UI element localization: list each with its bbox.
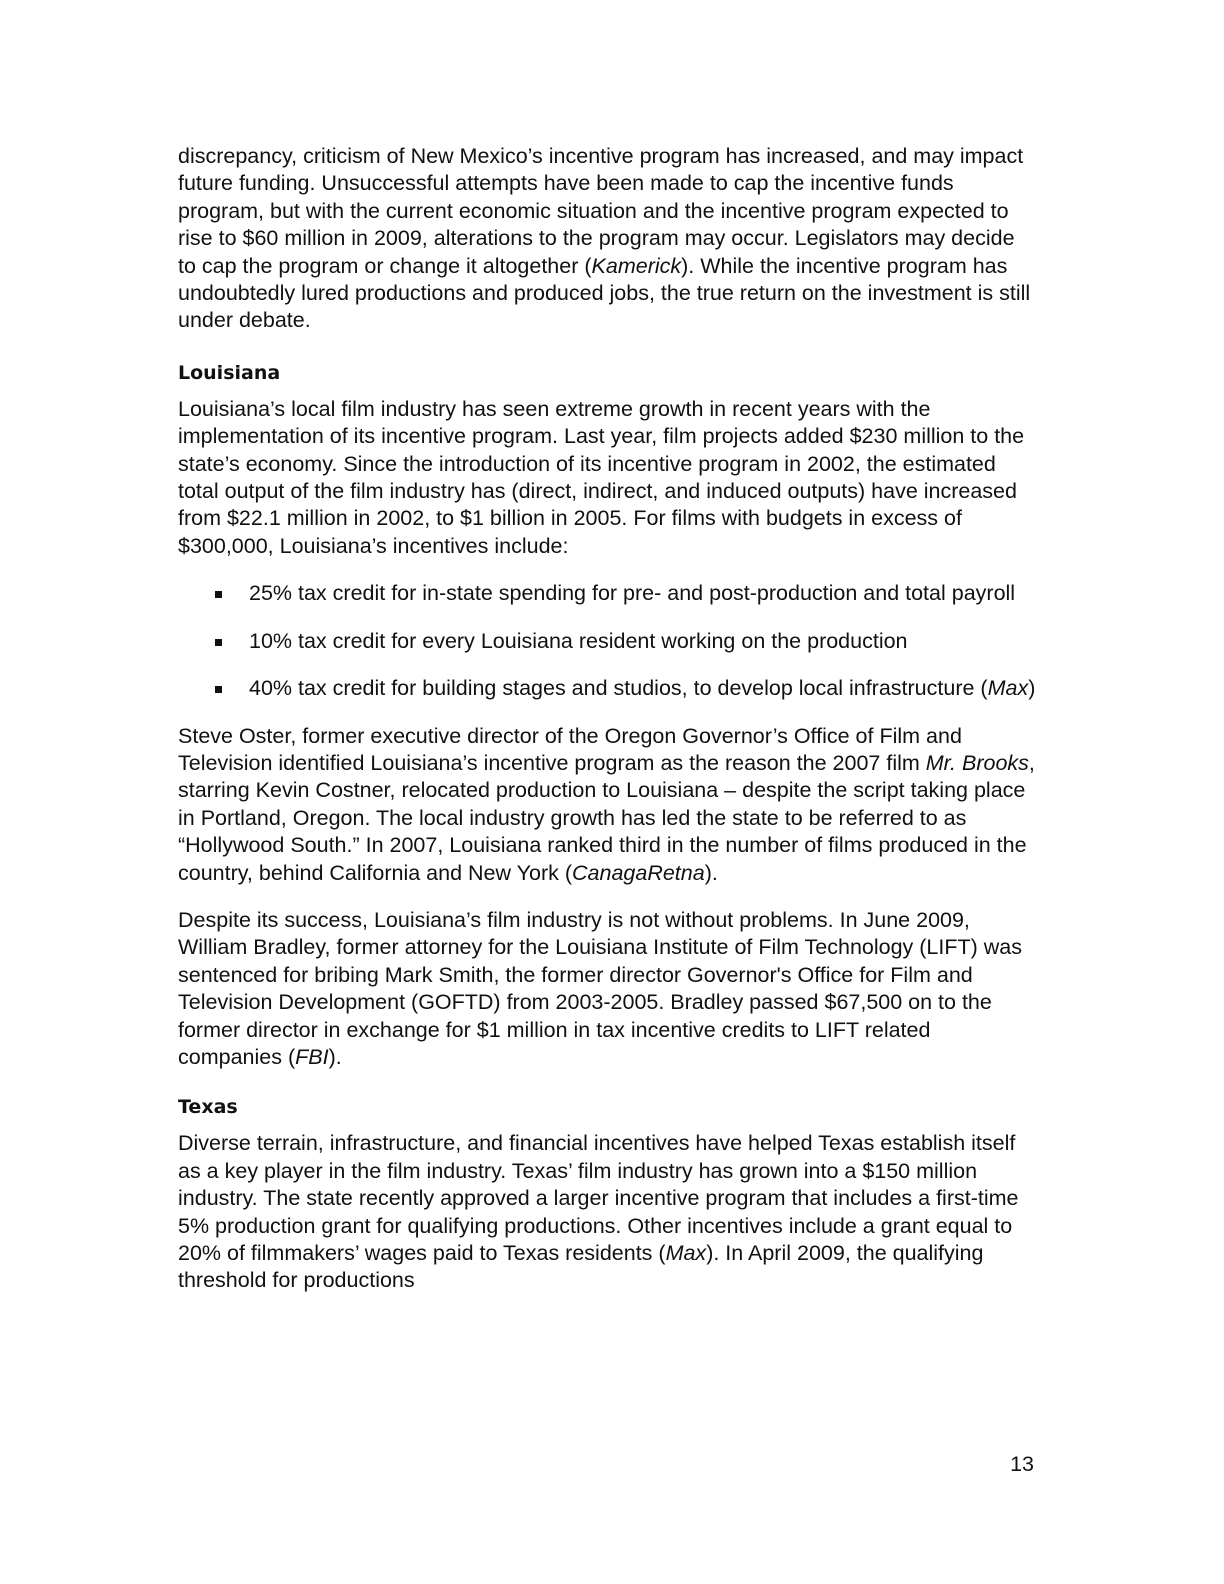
texas-paragraph: Diverse terrain, infrastructure, and financial incentives have helped Texas establish itself as a key player in the film industry. Texas’ film industry has grown into a $150 million industry. The state recently approved a larger incentive program that includes a first-time 5% production grant for qualifying productions. Other incentives include a grant equal to 20% of filmmakers’ wages paid to Texas residents (Max). In April 2009, the qualifying threshold for productions — [178, 1131, 1019, 1293]
section-heading-louisiana: Louisiana — [178, 361, 281, 384]
page-number: 13 — [1010, 1452, 1034, 1476]
square-bullet-icon — [215, 686, 222, 693]
citation: Max — [665, 1241, 707, 1265]
intro-paragraph: discrepancy, criticism of New Mexico’s incentive program has increased, and may impact future funding. Unsuccessful attempts have been made to cap the incentive funds program, but with the current economic situation and the incentive program expected to rise to $60 million in 2009, alterations to the program may occur. Legislators may decide to cap the program or change it altogether (Kamerick). While the incentive program has undoubtedly lured productions and produced jobs, the true return on the investment is still under debate. — [178, 144, 1031, 333]
list-item: 25% tax credit for in-state spending for pre- and post-production and total payroll — [249, 580, 1036, 607]
film-title: Mr. Brooks — [925, 750, 1029, 775]
citation: Max — [987, 676, 1029, 701]
louisiana-paragraph-2: Steve Oster, former executive director of the Oregon Governor’s Office of Film and Television identified Louisiana’s incentive program as the reason the 2007 film Mr. Brooks, starring Kevin Costner, relocated production to Louisiana – despite the script taking place in Portland, Oregon. The local industry growth has led the state to be referred to as “Hollywood South.” In 2007, Louisiana ranked third in the number of films produced in the country, behind California and New York (CanagaRetna). — [178, 723, 1035, 885]
list-item: 10% tax credit for every Louisiana resident working on the production — [249, 628, 1036, 655]
louisiana-paragraph-3: Despite its success, Louisiana’s film industry is not without problems. In June 2009, William Bradley, former attorney for the Louisiana Institute of Film Technology (LIFT) was sentenced for bribing Mark Smith, the former director Governor's Office for Film and Television Development (GOFTD) from 2003-2005. Bradley passed $67,500 on to the former director in exchange for $1 million in tax incentive credits to LIFT related companies (FBI). — [178, 907, 1023, 1069]
incentives-list — [178, 580, 1036, 702]
citation: FBI — [295, 1044, 329, 1069]
citation: CanagaRetna — [572, 860, 705, 885]
square-bullet-icon — [215, 639, 222, 646]
louisiana-paragraph-1: Louisiana’s local film industry has seen extreme growth in recent years with the implementation of its incentive program. Last year, film projects added $230 million to the state’s economy. Since the introduction of its incentive program in 2002, the estimated total output of the film industry has (direct, indirect, and induced outputs) have increased from $22.1 million in 2002, to $1 billion in 2005. For films with budgets in excess of $300,000, Louisiana’s incentives include: — [178, 396, 1025, 558]
citation: Kamerick — [591, 253, 682, 278]
document-body — [178, 143, 1036, 1295]
square-bullet-icon — [215, 591, 222, 598]
list-item: 40% tax credit for building stages and studios, to develop local infrastructure (Max) — [249, 675, 1036, 702]
section-heading-texas: Texas — [178, 1096, 238, 1119]
